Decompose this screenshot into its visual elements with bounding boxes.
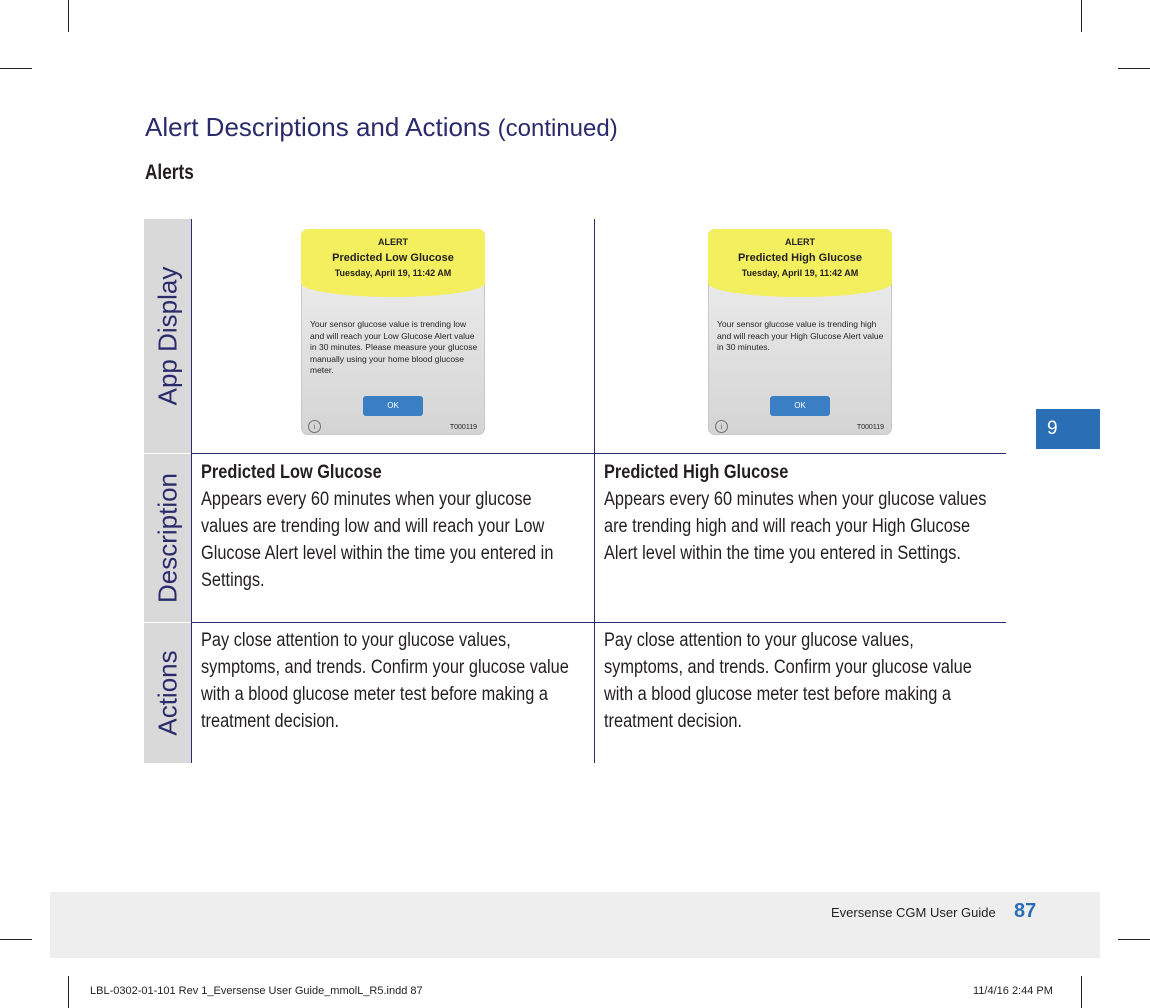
alert-message: Your sensor glucose value is trending high and will reach your High Glucose Alert value in 30 minutes. [717, 319, 884, 352]
description-heading: Predicted High Glucose [604, 462, 789, 483]
action-cell-high [604, 627, 987, 735]
alert-tag: ALERT [785, 237, 815, 247]
footer-band [50, 892, 1100, 958]
alert-title: Predicted Low Glucose [332, 252, 454, 264]
description-cell-high [604, 459, 1004, 567]
page-title [145, 112, 618, 143]
row-label-text: Description [152, 472, 182, 604]
page-title-suffix: (continued) [497, 115, 618, 142]
action-cell-low [201, 627, 584, 735]
footer-guide-title: Eversense CGM User Guide [831, 905, 996, 920]
row-label-app-display [144, 219, 191, 453]
description-text: Appears every 60 minutes when your glucose values are trending high and will reach your High Glucose Alert level within the time you entered in Settings. [604, 489, 987, 564]
crop-mark [68, 976, 69, 1008]
crop-mark [1081, 0, 1082, 32]
print-slug-file: LBL-0302-01-101 Rev 1_Eversense User Guide_mmolL_R5.indd 87 [90, 985, 423, 997]
app-alert-screen-low [301, 229, 485, 435]
ok-button[interactable]: OK [363, 396, 423, 416]
crop-mark [68, 0, 69, 32]
row-label-text: Actions [152, 650, 182, 736]
image-code: T000119 [449, 424, 477, 431]
action-text: Pay close attention to your glucose values, symptoms, and trends. Confirm your glucose value with a blood glucose meter test before making a treatment decision. [604, 630, 972, 732]
alert-banner [708, 229, 892, 297]
description-heading: Predicted Low Glucose [201, 462, 382, 483]
crop-mark [1118, 68, 1150, 69]
table-divider [191, 453, 1006, 454]
row-label-actions [144, 623, 191, 763]
alert-time: Tuesday, April 19, 11:42 AM [741, 268, 859, 278]
print-slug-date: 11/4/16 2:44 PM [973, 985, 1053, 997]
info-icon[interactable]: i [308, 420, 321, 433]
image-code: T000119 [856, 424, 884, 431]
page-number: 87 [1014, 900, 1037, 922]
row-label-description [144, 454, 191, 622]
crop-mark [1081, 976, 1082, 1008]
alert-message: Your sensor glucose value is trending low and will reach your Low Glucose Alert value in 30 minutes. Please measure your glucose manually using your home blood glucose meter. [310, 319, 478, 375]
crop-mark [0, 68, 32, 69]
app-alert-screen-high [708, 229, 892, 435]
table-divider [594, 219, 595, 763]
page-title-text: Alert Descriptions and Actions [145, 112, 491, 142]
description-cell-low [201, 459, 579, 594]
description-text: Appears every 60 minutes when your glucose values are trending low and will reach your Low Glucose Alert level within the time you entered in Settings. [201, 489, 554, 591]
alert-tag: ALERT [378, 237, 408, 247]
row-label-text: App Display [152, 266, 182, 406]
crop-mark [1118, 939, 1150, 940]
info-icon[interactable]: i [715, 420, 728, 433]
alert-title: Predicted High Glucose [737, 252, 863, 264]
alert-banner [301, 229, 485, 297]
action-text: Pay close attention to your glucose values, symptoms, and trends. Confirm your glucose value with a blood glucose meter test before making a treatment decision. [201, 630, 569, 732]
crop-mark [0, 939, 32, 940]
table-divider [191, 219, 192, 763]
ok-button[interactable]: OK [770, 396, 830, 416]
table-divider [191, 622, 1006, 623]
chapter-tab: 9 [1036, 409, 1100, 449]
alert-time: Tuesday, April 19, 11:42 AM [334, 268, 452, 278]
section-heading: Alerts [145, 161, 194, 184]
